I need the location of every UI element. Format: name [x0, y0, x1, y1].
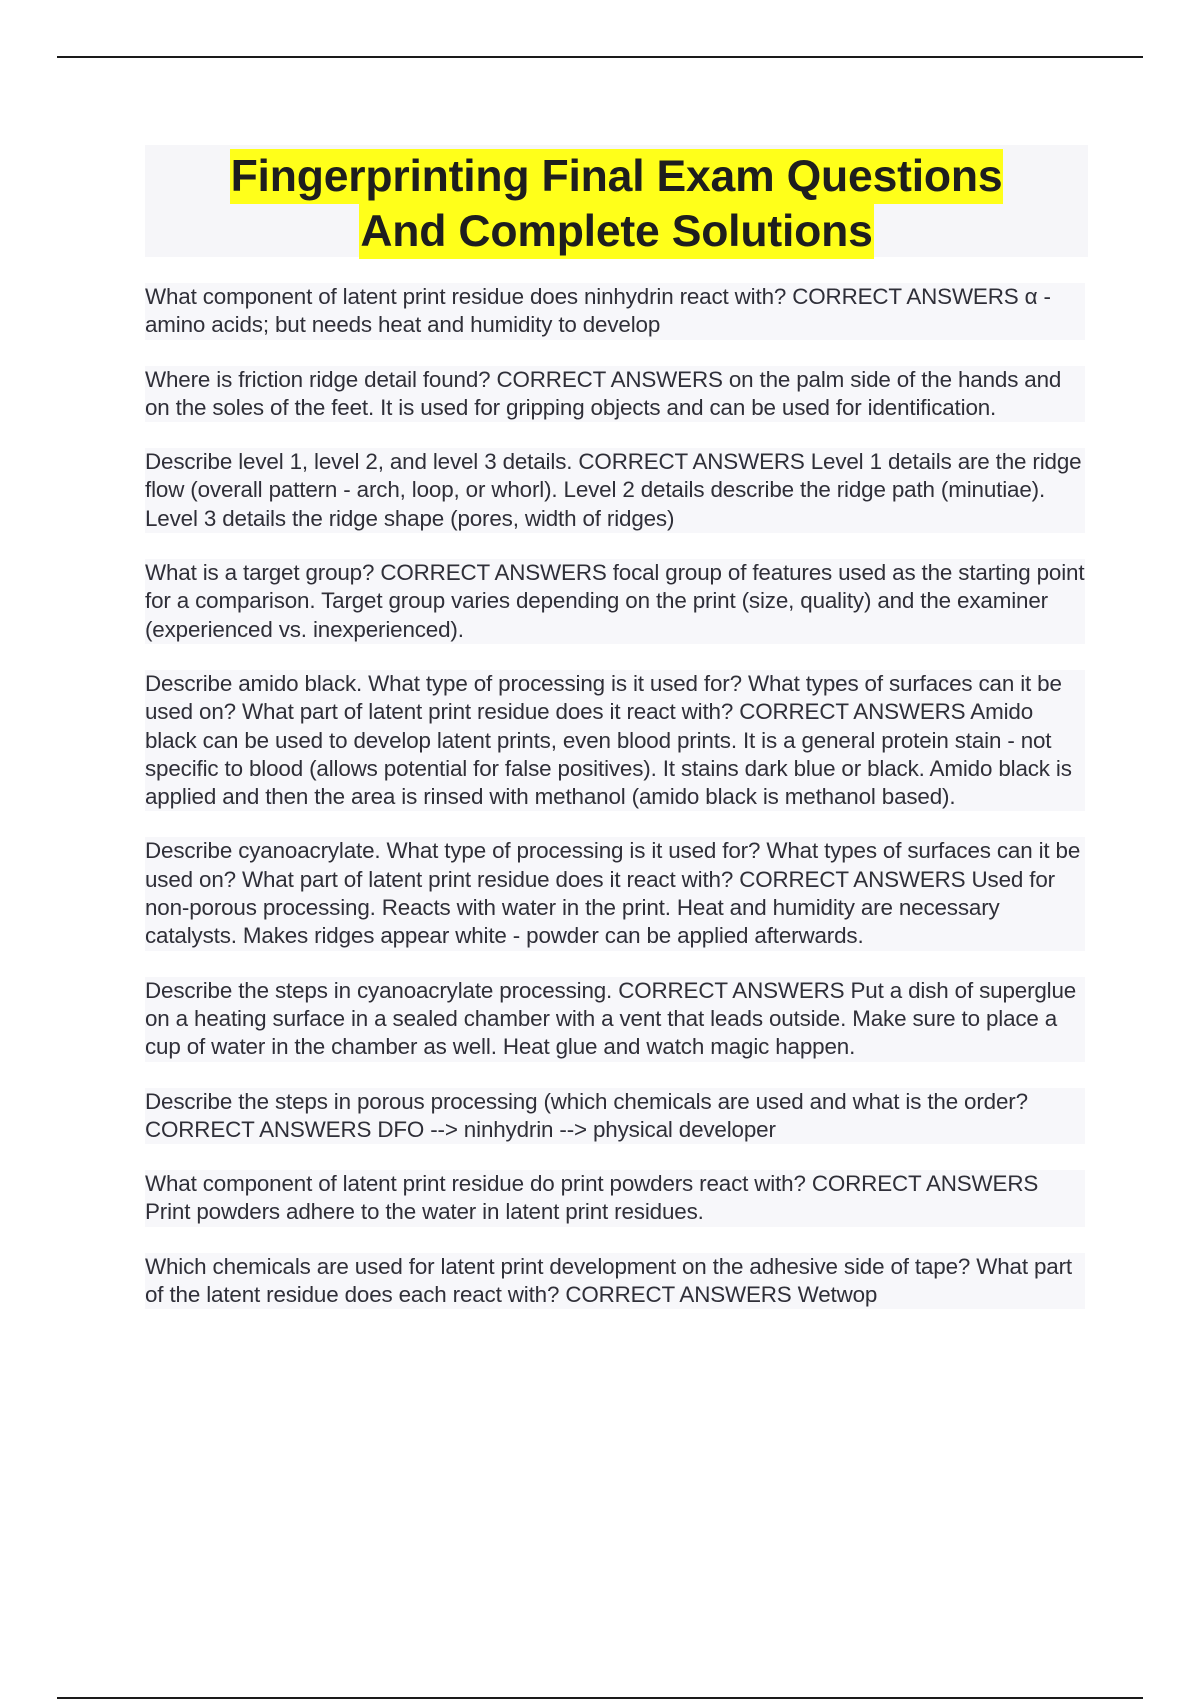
answer-text: CORRECT ANSWERS Used for non-porous processing. Reacts with water in the print. Heat and humidity are necessary catalysts. Makes ridges appear white - powder can be applied afterwards. — [145, 866, 1055, 949]
qa-entry-6 — [145, 837, 1085, 950]
answer-text: CORRECT ANSWERS Put a dish of superglue on a heating surface in a sealed chamber with a vent that leads outside. Make sure to place a cup of water in the chamber as well. Heat glue and watch magic happen. — [145, 977, 1077, 1060]
qa-entry-9 — [145, 1170, 1085, 1227]
question-text: What component of latent print residue do print powders react with? — [145, 1171, 806, 1197]
answer-text: CORRECT ANSWERS Wetwop — [565, 1282, 878, 1308]
qa-list — [145, 283, 1085, 1335]
question-text: Describe cyanoacrylate. What type of processing is it used for? What types of surfaces can it be used on? What part of latent print residue does it react with? — [145, 838, 1081, 892]
answer-text: CORRECT ANSWERS focal group of features used as the starting point for a comparison. Target group varies depending on the print (size, quality) and the examiner (experienced vs. inexperienced). — [145, 560, 1085, 642]
answer-text: CORRECT ANSWERS Level 1 details are the ridge flow (overall pattern - arch, loop, or whorl). Level 2 details describe the ridge path (minutiae). Level 3 details the ridge shape (pores, width of ridges) — [145, 449, 1082, 531]
qa-entry-5 — [145, 670, 1085, 811]
qa-entry-8 — [145, 1088, 1085, 1145]
question-text: Describe amido black. What type of processing is it used for? What types of surfaces can it be used on? What part of latent print residue does it react with? — [145, 670, 1062, 725]
question-text: Describe the steps in porous processing (which chemicals are used and what is the order? — [145, 1088, 1028, 1114]
answer-text: CORRECT ANSWERS Amido black can be used to develop latent prints, even blood prints. It is a general protein stain - not specific to blood (allows potential for false positives). It stains dark blue or black. Amido black is applied and then the area is rinsed with methanol (amido black is methanol based). — [145, 699, 1072, 810]
top-rule — [57, 56, 1143, 58]
qa-entry-1 — [145, 283, 1085, 340]
question-text: Describe the steps in cyanoacrylate processing. — [145, 977, 613, 1003]
title-line-2: And Complete Solutions — [359, 204, 873, 259]
document-title — [145, 145, 1088, 257]
answer-text: CORRECT ANSWERS on the palm side of the hands and on the soles of the feet. It is used for gripping objects and can be used for identification. — [145, 366, 1062, 420]
answer-text: CORRECT ANSWERS α - amino acids; but needs heat and humidity to develop — [145, 284, 1051, 338]
answer-text: CORRECT ANSWERS Print powders adhere to the water in latent print residues. — [145, 1171, 1039, 1225]
question-text: Describe level 1, level 2, and level 3 details. — [145, 449, 573, 475]
question-text: Which chemicals are used for latent print development on the adhesive side of tape? What part of the latent residue does each react with? — [145, 1253, 1072, 1308]
qa-entry-3 — [145, 448, 1085, 533]
bottom-rule — [57, 1697, 1143, 1699]
qa-entry-4 — [145, 559, 1085, 644]
title-line-1: Fingerprinting Final Exam Questions — [230, 149, 1004, 204]
qa-entry-10 — [145, 1253, 1085, 1310]
qa-entry-7 — [145, 977, 1085, 1062]
answer-text: CORRECT ANSWERS DFO --> ninhydrin --> physical developer — [145, 1116, 776, 1142]
question-text: What component of latent print residue does ninhydrin react with? — [145, 284, 787, 309]
qa-entry-2 — [145, 366, 1085, 423]
question-text: What is a target group? — [145, 560, 375, 586]
question-text: Where is friction ridge detail found? — [145, 366, 491, 392]
